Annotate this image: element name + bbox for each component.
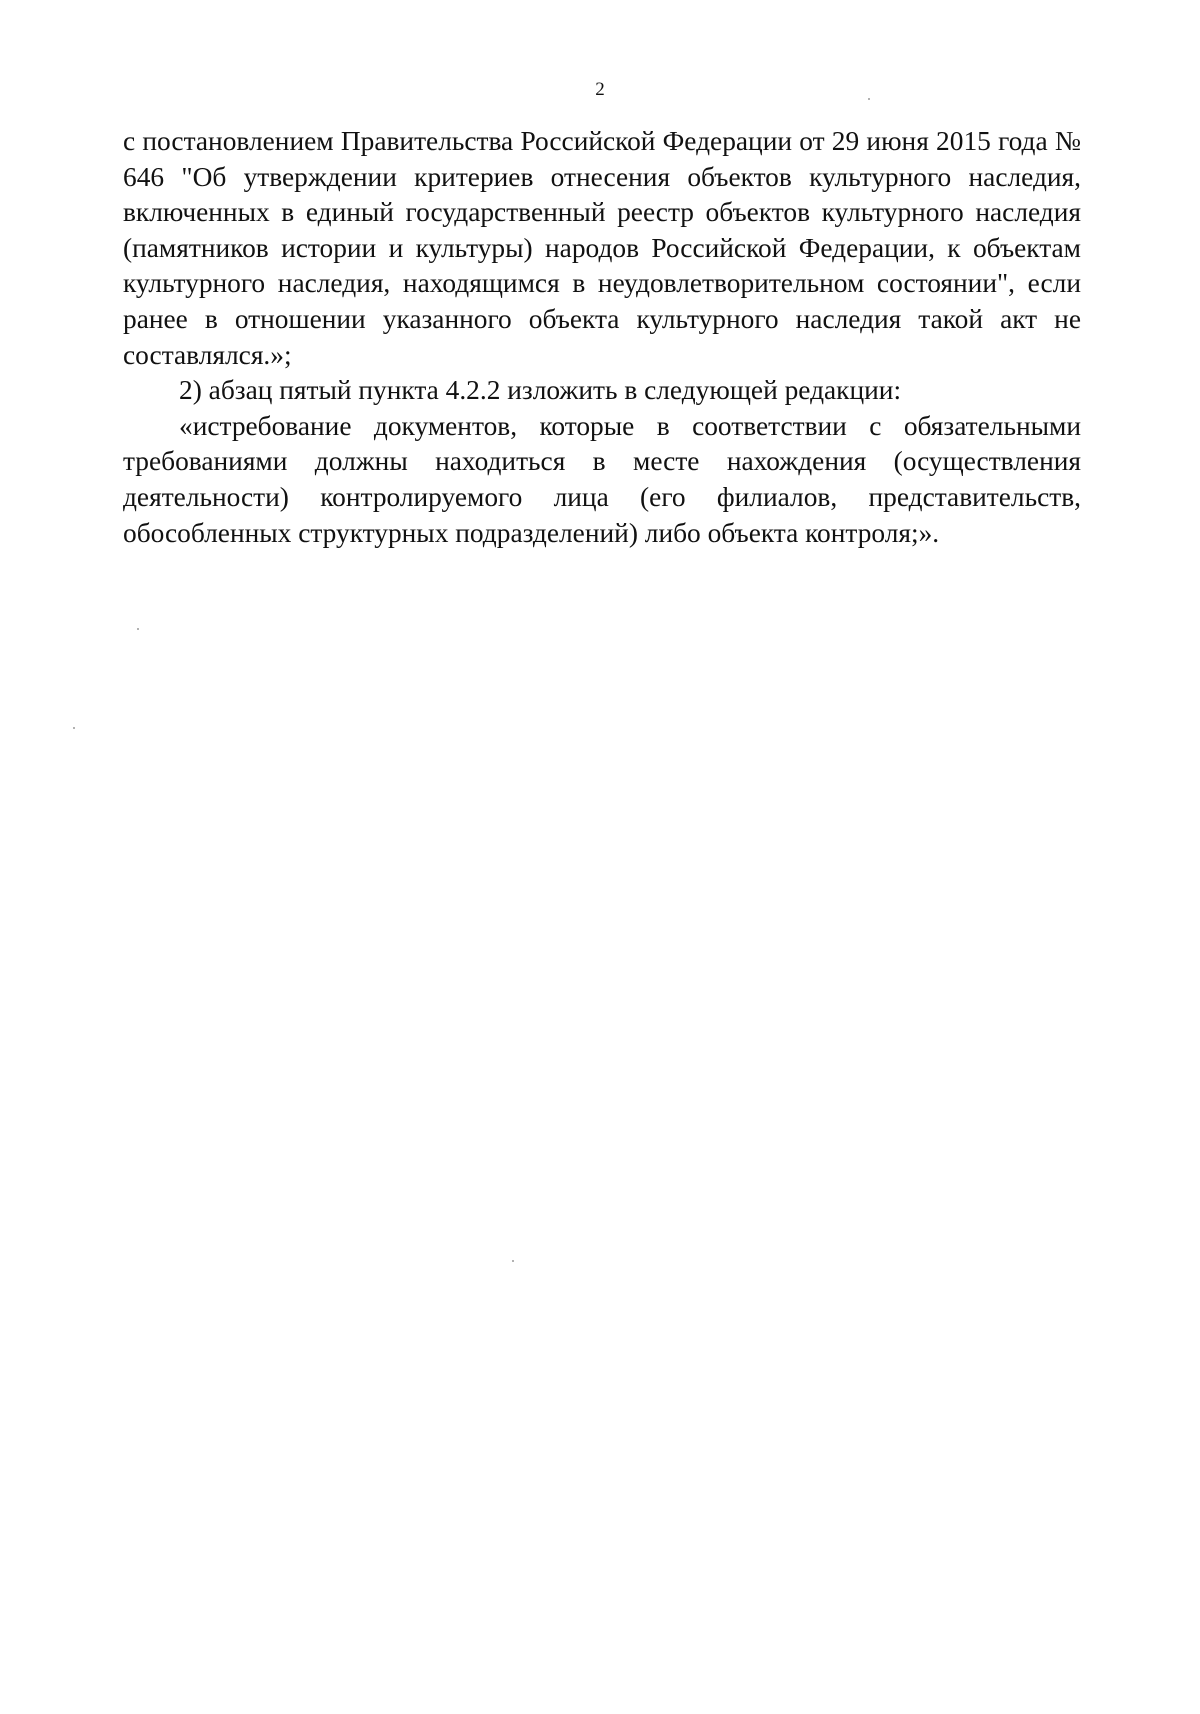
paragraph-continuation: с постановлением Правительства Российской Федерации от 29 июня 2015 года № 646 "Об утверждении критериев отнесения объектов культурного наследия, включенных в единый государственный реестр объектов культурного наследия (памятников истории и культуры) народов Российской Федерации, к объектам культурного наследия, находящимся в неудовлетворительном состоянии", если ранее в отношении указанного объекта культурного наследия такой акт не составлялся.»; bbox=[123, 126, 1081, 370]
paragraph-amendment-item-2: 2) абзац пятый пункта 4.2.2 изложить в следующей редакции: bbox=[179, 375, 902, 406]
page-number: 2 bbox=[595, 79, 605, 100]
scan-speck bbox=[137, 628, 139, 630]
paragraph-amendment-quote: «истребование документов, которые в соответствии с обязательными требованиями должны находиться в месте нахождения (осуществления деятельности) контролируемого лица (его филиалов, представительств, обособленных структурных подразделений) либо объекта контроля;». bbox=[123, 410, 1081, 548]
scan-speck bbox=[512, 1260, 514, 1262]
scan-speck bbox=[868, 98, 870, 100]
document-body bbox=[123, 124, 1081, 551]
scan-speck bbox=[73, 727, 75, 729]
